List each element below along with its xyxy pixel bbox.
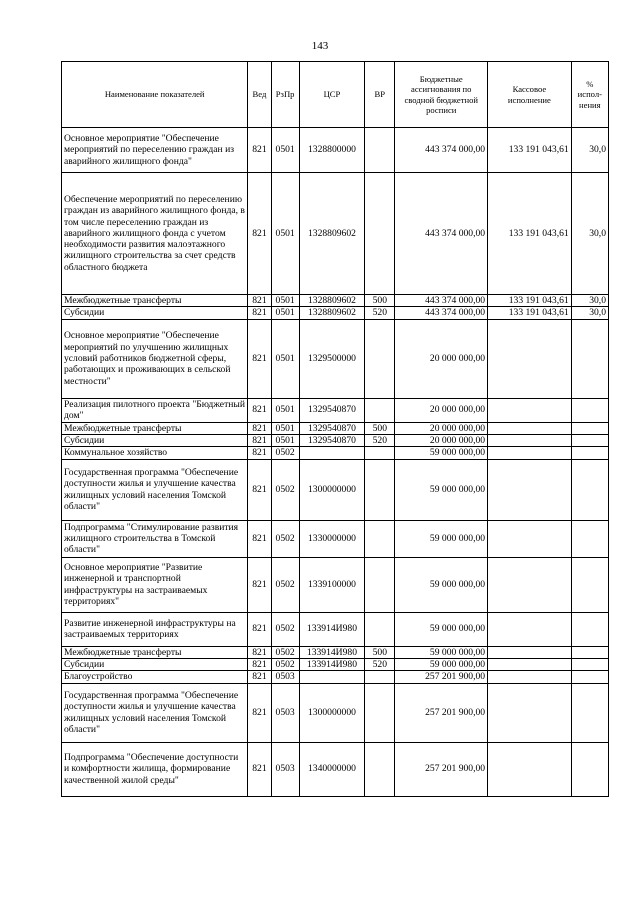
row-ved: 821 (248, 447, 271, 459)
table-row (62, 307, 609, 319)
row-cash (488, 612, 572, 646)
row-rzpr: 0501 (271, 295, 299, 307)
row-pct (571, 671, 608, 683)
row-csr: 1328809602 (299, 295, 364, 307)
row-pct (571, 520, 608, 557)
row-name: Основное мероприятие "Обеспечение мероприятий по улучшению жилищных условий работников бюджетной сферы, работающих и проживающих в сельской местности" (62, 319, 248, 398)
row-cash: 133 191 043,61 (488, 295, 572, 307)
row-name: Субсидии (62, 307, 248, 319)
row-pct: 30,0 (571, 307, 608, 319)
row-csr: 1328800000 (299, 128, 364, 173)
row-ved: 821 (248, 658, 271, 670)
row-cash (488, 459, 572, 520)
row-ved: 821 (248, 434, 271, 446)
header-rzpr: РзПр (271, 62, 299, 128)
row-csr: 1300000000 (299, 459, 364, 520)
row-budget: 443 374 000,00 (395, 128, 488, 173)
page-number: 143 (311, 40, 329, 52)
header-ved: Вед (248, 62, 271, 128)
row-ved: 821 (248, 459, 271, 520)
table-row (62, 671, 609, 683)
table-row (62, 683, 609, 742)
header-csr: ЦСР (299, 62, 364, 128)
row-vr (365, 319, 395, 398)
row-rzpr: 0502 (271, 557, 299, 612)
row-cash (488, 434, 572, 446)
row-name: Обеспечение мероприятий по переселению граждан из аварийного жилищного фонда, в том числе переселению граждан из аварийного жилищного фонда с учетом необходимости развития малоэтажного жилищного строительства за счет средств областного бюджета (62, 173, 248, 295)
row-csr: 1340000000 (299, 742, 364, 796)
row-csr: 1328809602 (299, 173, 364, 295)
row-csr: 1329540870 (299, 398, 364, 422)
table-row (62, 128, 609, 173)
row-rzpr: 0501 (271, 398, 299, 422)
row-budget: 59 000 000,00 (395, 612, 488, 646)
row-ved: 821 (248, 128, 271, 173)
row-rzpr: 0503 (271, 671, 299, 683)
row-name: Государственная программа "Обеспечение доступности жилья и улучшение качества жилищных условий населения Томской области" (62, 459, 248, 520)
row-ved: 821 (248, 612, 271, 646)
row-budget: 59 000 000,00 (395, 520, 488, 557)
row-vr (365, 520, 395, 557)
row-name: Межбюджетные трансферты (62, 295, 248, 307)
row-rzpr: 0503 (271, 742, 299, 796)
row-budget: 59 000 000,00 (395, 658, 488, 670)
row-cash (488, 319, 572, 398)
row-budget: 443 374 000,00 (395, 295, 488, 307)
table-row (62, 434, 609, 446)
row-vr: 500 (365, 295, 395, 307)
table-header-row (62, 62, 609, 128)
row-pct (571, 422, 608, 434)
row-csr (299, 671, 364, 683)
row-name: Государственная программа "Обеспечение доступности жилья и улучшение качества жилищных условий населения Томской области" (62, 683, 248, 742)
row-rzpr: 0502 (271, 658, 299, 670)
row-cash (488, 646, 572, 658)
row-vr (365, 612, 395, 646)
row-pct: 30,0 (571, 128, 608, 173)
row-rzpr: 0502 (271, 612, 299, 646)
row-ved: 821 (248, 520, 271, 557)
row-name: Основное мероприятие "Развитие инженерной и транспортной инфраструктуры на застраиваемых территориях" (62, 557, 248, 612)
row-rzpr: 0501 (271, 434, 299, 446)
row-pct (571, 557, 608, 612)
row-csr: 133914И980 (299, 612, 364, 646)
row-cash: 133 191 043,61 (488, 307, 572, 319)
row-vr (365, 173, 395, 295)
row-csr: 1328809602 (299, 307, 364, 319)
row-ved: 821 (248, 671, 271, 683)
table-row (62, 447, 609, 459)
row-name: Субсидии (62, 658, 248, 670)
row-budget: 257 201 900,00 (395, 683, 488, 742)
row-budget: 59 000 000,00 (395, 646, 488, 658)
row-csr: 1339100000 (299, 557, 364, 612)
row-name: Подпрограмма "Стимулирование развития жилищного строительства в Томской области" (62, 520, 248, 557)
row-csr: 133914И980 (299, 646, 364, 658)
row-ved: 821 (248, 683, 271, 742)
row-cash (488, 422, 572, 434)
header-vr: ВР (365, 62, 395, 128)
table-row (62, 612, 609, 646)
row-name: Межбюджетные трансферты (62, 646, 248, 658)
row-cash (488, 398, 572, 422)
table-body (62, 128, 609, 797)
row-csr: 1329500000 (299, 319, 364, 398)
row-pct (571, 398, 608, 422)
row-budget: 443 374 000,00 (395, 307, 488, 319)
row-ved: 821 (248, 173, 271, 295)
row-budget: 20 000 000,00 (395, 398, 488, 422)
row-pct: 30,0 (571, 295, 608, 307)
table-row (62, 646, 609, 658)
table-row (62, 422, 609, 434)
row-ved: 821 (248, 646, 271, 658)
row-rzpr: 0501 (271, 319, 299, 398)
table-row (62, 658, 609, 670)
row-ved: 821 (248, 319, 271, 398)
row-budget: 20 000 000,00 (395, 422, 488, 434)
row-rzpr: 0502 (271, 520, 299, 557)
row-cash (488, 742, 572, 796)
row-rzpr: 0501 (271, 422, 299, 434)
row-rzpr: 0503 (271, 683, 299, 742)
row-vr (365, 459, 395, 520)
row-vr: 500 (365, 422, 395, 434)
row-vr (365, 447, 395, 459)
row-vr (365, 398, 395, 422)
row-ved: 821 (248, 398, 271, 422)
row-pct (571, 742, 608, 796)
row-pct (571, 658, 608, 670)
row-pct (571, 683, 608, 742)
row-rzpr: 0502 (271, 459, 299, 520)
row-ved: 821 (248, 557, 271, 612)
row-cash (488, 658, 572, 670)
row-cash (488, 557, 572, 612)
row-ved: 821 (248, 742, 271, 796)
row-ved: 821 (248, 422, 271, 434)
row-budget: 257 201 900,00 (395, 742, 488, 796)
table-row (62, 557, 609, 612)
row-vr (365, 557, 395, 612)
table-row (62, 295, 609, 307)
row-vr: 500 (365, 646, 395, 658)
row-csr: 1329540870 (299, 434, 364, 446)
row-name: Развитие инженерной инфраструктуры на застраиваемых территориях (62, 612, 248, 646)
row-rzpr: 0502 (271, 447, 299, 459)
row-vr (365, 671, 395, 683)
row-csr: 133914И980 (299, 658, 364, 670)
row-cash (488, 447, 572, 459)
row-pct (571, 459, 608, 520)
row-cash (488, 683, 572, 742)
row-name: Межбюджетные трансферты (62, 422, 248, 434)
row-cash: 133 191 043,61 (488, 173, 572, 295)
row-cash (488, 671, 572, 683)
row-budget: 59 000 000,00 (395, 557, 488, 612)
row-vr: 520 (365, 658, 395, 670)
budget-execution-table (61, 61, 609, 797)
table-row (62, 520, 609, 557)
row-rzpr: 0502 (271, 646, 299, 658)
table-row (62, 742, 609, 796)
row-vr (365, 683, 395, 742)
header-name: Наименование показателей (62, 62, 248, 128)
row-csr: 1330000000 (299, 520, 364, 557)
row-cash: 133 191 043,61 (488, 128, 572, 173)
row-vr: 520 (365, 307, 395, 319)
row-budget: 20 000 000,00 (395, 434, 488, 446)
table-row (62, 173, 609, 295)
row-pct (571, 646, 608, 658)
row-cash (488, 520, 572, 557)
row-pct: 30,0 (571, 173, 608, 295)
row-vr (365, 128, 395, 173)
table-row (62, 398, 609, 422)
header-cash: Кассовое исполнение (488, 62, 572, 128)
row-name: Подпрограмма "Обеспечение доступности и комфортности жилища, формирование качественной жилой среды" (62, 742, 248, 796)
row-name: Реализация пилотного проекта "Бюджетный дом" (62, 398, 248, 422)
row-csr (299, 447, 364, 459)
row-ved: 821 (248, 307, 271, 319)
row-csr: 1300000000 (299, 683, 364, 742)
header-pct: % испол-нения (571, 62, 608, 128)
row-csr: 1329540870 (299, 422, 364, 434)
row-ved: 821 (248, 295, 271, 307)
table-row (62, 459, 609, 520)
table-row (62, 319, 609, 398)
row-rzpr: 0501 (271, 173, 299, 295)
row-name: Коммунальное хозяйство (62, 447, 248, 459)
row-name: Благоустройство (62, 671, 248, 683)
row-rzpr: 0501 (271, 128, 299, 173)
row-pct (571, 434, 608, 446)
row-vr (365, 742, 395, 796)
row-budget: 257 201 900,00 (395, 671, 488, 683)
header-budget: Бюджетные ассигнования по сводной бюджетной росписи (395, 62, 488, 128)
row-budget: 443 374 000,00 (395, 173, 488, 295)
row-budget: 20 000 000,00 (395, 319, 488, 398)
row-budget: 59 000 000,00 (395, 459, 488, 520)
row-budget: 59 000 000,00 (395, 447, 488, 459)
row-rzpr: 0501 (271, 307, 299, 319)
row-name: Субсидии (62, 434, 248, 446)
row-pct (571, 612, 608, 646)
row-pct (571, 447, 608, 459)
row-name: Основное мероприятие "Обеспечение мероприятий по переселению граждан из аварийного жилищного фонда" (62, 128, 248, 173)
row-vr: 520 (365, 434, 395, 446)
row-pct (571, 319, 608, 398)
